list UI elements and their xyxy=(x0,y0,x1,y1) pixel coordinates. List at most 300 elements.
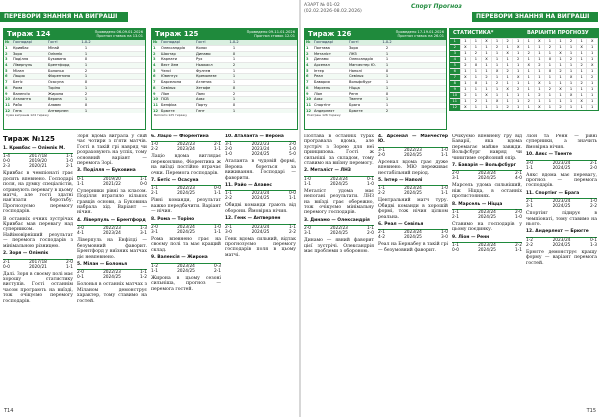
stats-cell: X xyxy=(587,62,598,68)
table-cell: Брюгге xyxy=(349,108,363,113)
stats-cell: 1 xyxy=(482,104,493,110)
stats-cell: 1 xyxy=(566,80,577,86)
table-cell: Антверпен xyxy=(48,108,69,113)
head-to-head-box xyxy=(526,160,597,171)
head-to-head-box xyxy=(151,224,221,235)
head-to-head-row xyxy=(225,196,296,201)
h2h-cell: 1-1 xyxy=(139,270,147,276)
h2h-cell: 1-0 xyxy=(514,215,522,221)
stats-cell: 1 xyxy=(545,50,556,56)
table-cell: Генк xyxy=(13,108,22,113)
h2h-cell: 1-0 xyxy=(440,186,448,192)
table-cell: Кремонезе xyxy=(196,74,217,79)
h2h-cell: 2022/23 xyxy=(177,142,195,148)
stats-cell: 1 xyxy=(556,74,567,80)
stats-cell: 1 xyxy=(556,62,567,68)
table-cell: Бавария xyxy=(314,80,330,85)
article-paragraph: Далі. Зоря в своєму полі має хорошу статистику виступів. Гості останнім часом програють на виїзді, тож очікуємо перемогу господарів. xyxy=(3,271,73,304)
stats-cell: 1 xyxy=(545,104,556,110)
stats-cell: 1 xyxy=(503,80,514,86)
h2h-cell: 2019/20 xyxy=(29,159,47,165)
issue-header: АЗАРТ № 01-02 (02.02.2026-08.02.2026) xyxy=(304,3,362,14)
table-cell: 5 xyxy=(306,68,309,73)
table-cell: Буковина xyxy=(48,57,66,62)
table-cell: Мілан xyxy=(13,68,24,73)
table-cell: Вольфсбург xyxy=(349,80,372,85)
table-cell: X xyxy=(232,85,236,90)
table-cell: Севілья xyxy=(161,85,176,90)
head-to-head-box xyxy=(3,259,73,270)
h2h-cell: 3-1 xyxy=(139,231,147,237)
table-cell: 10 xyxy=(153,97,159,102)
head-to-head-row xyxy=(3,265,73,270)
stats-cell: 2 xyxy=(535,62,546,68)
table-cell: 3 xyxy=(5,57,8,62)
stats-cell: X xyxy=(556,86,567,92)
head-to-head-box xyxy=(304,225,374,236)
table-cell: Вест Хем xyxy=(161,63,179,68)
h2h-cell: 1-1 xyxy=(151,268,159,274)
h2h-cell: 1-0 xyxy=(288,147,296,153)
match-heading: 4. Арсенал — Манчестер Ю. xyxy=(378,134,448,145)
h2h-cell: 2024/25 xyxy=(177,191,195,197)
h2h-cell: 2-0 xyxy=(225,147,233,153)
head-to-head-row xyxy=(378,191,448,196)
h2h-cell: 2023/24 xyxy=(478,171,496,177)
h2h-cell: 2-2 xyxy=(514,243,522,249)
head-to-head-row xyxy=(77,231,147,236)
article-paragraph: Жирона в цьому сезоні сильніша, прогноз — перемога гостей. xyxy=(151,275,221,292)
stats-cell: 1 xyxy=(556,38,567,44)
article-title: Тираж №125 xyxy=(3,135,55,143)
table-cell: Олександрія xyxy=(349,57,373,62)
table-cell: 3 xyxy=(306,57,309,62)
stats-cell: 1 xyxy=(471,38,482,44)
table-cell: Марсель xyxy=(314,85,331,90)
head-to-head-box xyxy=(77,225,147,236)
h2h-cell: 0-0 xyxy=(452,248,460,254)
stats-cell: X xyxy=(503,50,514,56)
stats-cell: 1 xyxy=(587,68,598,74)
match-heading: 5. Мілан — Болонья xyxy=(77,261,128,267)
table-cell: 1 xyxy=(385,85,389,90)
stats-cell: 2 xyxy=(545,44,556,50)
h2h-cell: 2-2 xyxy=(378,191,386,197)
table-cell: 1 xyxy=(84,46,88,50)
h2h-cell: 1-1 xyxy=(452,210,460,216)
h2h-cell: 2017/18 xyxy=(29,259,47,265)
stats-cell: 1 xyxy=(566,104,577,110)
h2h-cell: 1-0 xyxy=(225,152,233,158)
h2h-cell: 0-0 xyxy=(3,159,11,165)
column-header: № xyxy=(306,40,311,44)
column-header: № xyxy=(153,40,158,44)
h2h-cell: 1-1 xyxy=(151,186,159,192)
table-cell: Олександрія xyxy=(161,46,185,50)
h2h-cell: 1-0 xyxy=(440,147,448,153)
stats-cell: 2 xyxy=(524,50,535,56)
head-to-head-box xyxy=(452,170,522,181)
h2h-cell: 2024/25 xyxy=(103,275,121,281)
stats-cell: 1 xyxy=(566,62,577,68)
stats-cell: 1 xyxy=(471,68,482,74)
stats-cell: 1 xyxy=(566,86,577,92)
stats-cell: 1 xyxy=(524,56,535,62)
stats-cell: 1 xyxy=(503,56,514,62)
table-cell: 11 xyxy=(306,102,312,107)
stats-cell: 2 xyxy=(492,80,503,86)
column-header: Господарі xyxy=(13,40,32,44)
h2h-cell: 1-1 xyxy=(366,226,374,232)
table-cell: 4 xyxy=(5,63,8,68)
h2h-cell: 2023/24 xyxy=(404,186,422,192)
table-cell: Челсі xyxy=(161,68,171,73)
table-cell: Ліверпуль xyxy=(13,63,33,68)
h2h-cell: 2-0 xyxy=(65,259,73,265)
stats-cell: 1 xyxy=(535,50,546,56)
table-cell: 1 xyxy=(84,74,88,79)
h2h-cell: 2021/22 xyxy=(103,181,121,187)
stats-cell: X xyxy=(492,98,503,104)
table-cell: 1 xyxy=(306,46,309,50)
table-cell: 1 xyxy=(84,108,88,113)
table-cell: Андерлехт xyxy=(314,108,335,113)
table-cell: X xyxy=(385,91,389,96)
h2h-cell: 2022/23 xyxy=(251,142,270,148)
table-cell: 1 xyxy=(232,68,236,73)
table-cell: X xyxy=(84,57,88,62)
table-cell: 3 xyxy=(153,57,156,62)
head-to-head-row xyxy=(452,215,522,220)
stats-cell: 1 xyxy=(556,92,567,98)
table-cell: Мінай xyxy=(48,46,59,50)
stats-cell: 2 xyxy=(503,104,514,110)
table-cell: Карпати xyxy=(161,57,178,62)
h2h-cell: 2-1 xyxy=(151,191,159,197)
stats-cell: 2 xyxy=(461,92,472,98)
stats-cell: 10 xyxy=(450,92,461,98)
table-cell: 11 xyxy=(5,102,11,107)
stats-cell: X xyxy=(503,86,514,92)
left-column-2 xyxy=(77,134,147,406)
table-cell: 12 xyxy=(306,108,312,113)
match-heading: 8. Марсель — Ніцца xyxy=(452,201,503,207)
stats-cell: 1 xyxy=(492,62,503,68)
h2h-cell: 2024/25 xyxy=(404,191,422,197)
table-cell: 2 xyxy=(84,91,88,96)
article-paragraph: Зоря вдома виграла у свій час чотири з п'яти матчів. Гості в такій грі навряд чи розраховують на успіх, тому основний варіант — перемога Зорі. xyxy=(77,134,147,167)
stats-cell: 1 xyxy=(524,44,535,50)
head-to-head-row xyxy=(526,166,597,171)
table-footer: Виплати 125 тиражу xyxy=(154,113,187,118)
stats-cell: X xyxy=(524,62,535,68)
h2h-cell: 2023/24 xyxy=(330,176,348,182)
stats-cell: 1 xyxy=(524,38,535,44)
article-paragraph: Брюгге демонструє кращу форму — варіант перемога гостей. xyxy=(526,249,597,266)
left-column-4 xyxy=(225,134,296,406)
stats-cell: 1 xyxy=(461,80,472,86)
stats-header xyxy=(450,29,598,38)
h2h-cell: 2-0 xyxy=(366,231,374,237)
table-cell: Реал xyxy=(314,74,323,79)
table-126 xyxy=(304,28,447,130)
h2h-cell: 1-1 xyxy=(378,186,386,192)
h2h-cell: 2-0 xyxy=(452,171,460,177)
h2h-cell: 1-0 xyxy=(440,230,448,236)
stats-cell: 2 xyxy=(482,74,493,80)
h2h-cell: 4-2 xyxy=(378,235,386,241)
h2h-cell: 1-1 xyxy=(304,181,312,187)
h2h-cell: 2023/24 xyxy=(478,210,496,216)
stats-cell: 1 xyxy=(587,44,598,50)
h2h-cell: 1-1 xyxy=(139,176,147,182)
h2h-cell: 2-2 xyxy=(526,242,534,248)
match-heading: 6. Реал — Севілья xyxy=(378,222,424,228)
left-column-3 xyxy=(151,134,221,406)
stats-cell: 2 xyxy=(450,44,461,50)
table-cell: Аякс xyxy=(314,97,323,102)
head-to-head-box xyxy=(304,176,374,187)
h2h-cell: 1-1 xyxy=(65,154,73,160)
table-cell: 10 xyxy=(5,97,11,102)
stats-cell: 2 xyxy=(566,38,577,44)
table-cell: 2 xyxy=(153,51,156,56)
match-heading: 12. Андерлехт — Брюгге xyxy=(526,229,589,235)
stats-header-left: СТАТИСТИКА* xyxy=(453,30,494,36)
table-footer: Розіграш 126 тиражу xyxy=(307,113,341,118)
column-header: № xyxy=(5,40,10,44)
stats-cell: 1 xyxy=(492,38,503,44)
table-cell: 1 xyxy=(385,97,389,102)
stats-table xyxy=(449,28,599,111)
head-to-head-box xyxy=(526,198,597,209)
h2h-cell: 1-0 xyxy=(366,181,374,187)
h2h-cell: 1-0 xyxy=(304,176,312,182)
table-cell: 1 xyxy=(232,97,236,102)
stats-cell: 1 xyxy=(482,80,493,86)
table-cell: Севілья xyxy=(349,74,364,79)
stats-cell: 1 xyxy=(545,62,556,68)
head-to-head-box xyxy=(452,209,522,220)
table-cell: Брага xyxy=(349,102,361,107)
h2h-cell: 1-1 xyxy=(77,181,85,187)
stats-cell: 1 xyxy=(492,86,503,92)
stats-cell: X xyxy=(482,38,493,44)
table-cell: Спортінг xyxy=(314,102,331,107)
h2h-cell: 0-1 xyxy=(366,176,374,182)
h2h-cell: 2-0 xyxy=(77,270,85,276)
table-cell: 1 xyxy=(385,102,389,107)
table-cell: ПСВ xyxy=(161,97,169,102)
table-cell: Болонья xyxy=(48,68,64,73)
table-cell: Брюгге xyxy=(161,108,175,113)
match-heading: 5. Інтер — Наполі xyxy=(378,178,423,184)
head-to-head-box xyxy=(151,185,221,196)
head-to-head-box xyxy=(77,176,147,187)
stats-cell: X xyxy=(513,74,524,80)
table-cell: 12 xyxy=(153,108,159,113)
h2h-cell: 3-1 xyxy=(304,231,312,237)
stats-cell: X xyxy=(556,50,567,56)
h2h-cell: 2019/20 xyxy=(103,176,121,182)
h2h-cell: 2023/24 xyxy=(251,191,270,197)
h2h-cell: 0-1 xyxy=(589,237,597,243)
table-cell: 1 xyxy=(385,80,389,85)
stats-cell: 1 xyxy=(587,98,598,104)
table-cell: 11 xyxy=(153,102,159,107)
table-cell: 1 xyxy=(84,51,88,56)
stats-cell: 1 xyxy=(524,80,535,86)
stats-cell: 2 xyxy=(545,86,556,92)
stats-cell: 1 xyxy=(524,86,535,92)
table-cell: 2 xyxy=(232,91,236,96)
stats-cell: X xyxy=(535,38,546,44)
h2h-cell: 0-0 xyxy=(288,191,296,197)
table-cell: Верона xyxy=(48,97,62,102)
stats-cell: 1 xyxy=(545,38,556,44)
head-to-head-row xyxy=(151,230,221,235)
head-to-head-row xyxy=(225,152,296,157)
h2h-cell: 2-3 xyxy=(3,164,11,170)
table-cell: Манчестер Ю. xyxy=(349,63,376,68)
stats-cell: 1 xyxy=(535,44,546,50)
right-column-3 xyxy=(452,134,522,406)
h2h-cell: 2-0 xyxy=(514,210,522,216)
table-cell: Динамо xyxy=(314,57,329,62)
h2h-cell: 2023/24 xyxy=(552,160,571,166)
match-heading: 4. Ліверпуль — Брентфорд xyxy=(77,217,146,223)
head-to-head-row xyxy=(151,269,221,274)
table-cell: 1 xyxy=(232,57,236,62)
h2h-cell: 3-1 xyxy=(452,176,460,182)
stats-cell: 1 xyxy=(566,50,577,56)
h2h-cell: 3-0 xyxy=(225,229,233,235)
stats-cell: 7 xyxy=(450,74,461,80)
head-to-head-row xyxy=(526,243,597,248)
h2h-cell: 4-1 xyxy=(77,231,85,237)
match-heading: 7. Бетіс — Осасуна xyxy=(151,178,199,184)
h2h-cell: 2-1 xyxy=(514,171,522,177)
stats-cell: 4 xyxy=(450,56,461,62)
table-cell: 6 xyxy=(153,74,156,79)
table-cell: Алавес xyxy=(48,102,62,107)
table-cell: Зоря xyxy=(13,51,22,56)
stats-cell: X xyxy=(577,98,588,104)
article-paragraph: Кривбас в чемпіонаті грає досить впевнено. Господарі поля, на думку спеціалістів, отримують перевагу в цьому матчі, але гості здатні нав'язати боротьбу. Прогнозуємо перемогу господарів. xyxy=(3,171,73,215)
h2h-cell: 1-1 xyxy=(440,191,448,197)
head-to-head-box xyxy=(378,229,448,240)
stats-cell: 1 xyxy=(587,50,598,56)
table-cell: 1 xyxy=(84,63,88,68)
table-cell: Ювентус xyxy=(161,74,178,79)
stats-cell: X xyxy=(482,56,493,62)
table-cell: Рух xyxy=(196,57,203,62)
stats-cell: 1 xyxy=(503,74,514,80)
column-header: Господарі xyxy=(314,40,333,44)
h2h-cell: 2-0 xyxy=(589,165,597,171)
table-cell: 8 xyxy=(153,85,156,90)
stats-cell: 1 xyxy=(492,92,503,98)
table-cell: 8 xyxy=(5,85,8,90)
h2h-cell: 2022/23 xyxy=(177,186,195,192)
article-paragraph: Аякс вдома має перевагу, прогноз — перемога господарів. xyxy=(526,172,597,189)
h2h-cell: 0-0 xyxy=(139,181,147,187)
table-125 xyxy=(151,28,298,130)
article-paragraph: Марсель удома сильніший, ніж Ніцца, в останніх протистояннях. xyxy=(452,183,522,200)
h2h-cell: 2-0 xyxy=(378,152,386,158)
table-cell: 2 xyxy=(84,68,88,73)
h2h-cell: 1-2 xyxy=(526,237,534,243)
article-paragraph: Генк вдома сильний, відтак прогнозуємо перемогу господарів поля в цьому матчі. xyxy=(225,236,296,258)
table-cell: 2 xyxy=(232,63,236,68)
table-cell: Гент xyxy=(196,108,205,113)
column-header: 1-X-2 xyxy=(81,40,91,44)
table-cell: 2 xyxy=(306,51,309,56)
table-cell: Олімпік xyxy=(48,51,63,56)
stats-cell: 1 xyxy=(482,44,493,50)
right-column-4 xyxy=(526,134,597,406)
stats-cell: 2 xyxy=(503,38,514,44)
h2h-cell: 2024/25 xyxy=(404,235,422,241)
stats-cell: 1 xyxy=(461,98,472,104)
table-cell: Брентфорд xyxy=(48,63,70,68)
stats-cell: X xyxy=(577,44,588,50)
table-cell: Зоря xyxy=(349,46,358,50)
match-heading: 9. Валенсія — Жирона xyxy=(151,255,208,261)
table-cell: Поділля xyxy=(13,57,29,62)
h2h-cell: 1-1 xyxy=(526,165,534,171)
table-cell: Аталанта xyxy=(13,97,31,102)
right-column-2 xyxy=(378,134,448,406)
stats-cell: 1 xyxy=(587,80,598,86)
table-cell: Барселона xyxy=(161,80,182,85)
h2h-cell: 2024/25 xyxy=(330,231,348,237)
head-to-head-box xyxy=(225,141,296,157)
table-cell: Атлетик xyxy=(196,80,212,85)
head-to-head-row xyxy=(77,275,147,280)
stats-cell: 1 xyxy=(577,38,588,44)
match-heading: 11. Спортінг — Брага xyxy=(526,190,580,196)
table-cell: Кривбас xyxy=(13,46,29,50)
column-header: Господарі xyxy=(161,40,180,44)
stats-cell: X xyxy=(492,68,503,74)
table-cell: Динамо xyxy=(196,51,211,56)
h2h-cell: 2024/25 xyxy=(552,165,571,171)
right-page-number: Т15 xyxy=(586,408,596,414)
table-cell: 1 xyxy=(232,74,236,79)
stats-cell: 2 xyxy=(471,50,482,56)
head-to-head-row xyxy=(77,182,147,187)
h2h-cell: 1-3 xyxy=(589,242,597,248)
table-cell: Твенте xyxy=(349,97,363,102)
h2h-cell: 2023/24 xyxy=(177,263,195,269)
table-cell: Ніцца xyxy=(349,85,360,90)
head-to-head-box xyxy=(3,153,73,169)
table-cell: Колос xyxy=(196,46,208,50)
table-cell: 6 xyxy=(5,74,8,79)
stats-cell: X xyxy=(513,44,524,50)
h2h-cell: 3-0 xyxy=(440,235,448,241)
stats-cell: 1 xyxy=(587,86,598,92)
article-paragraph: Ставимо на господарів у цьому поєдинку. xyxy=(452,222,522,233)
stats-cell: 8 xyxy=(450,80,461,86)
h2h-cell: 2-2 xyxy=(225,196,233,202)
stats-header-right: ВАРІАНТИ ПРОГНОЗУ xyxy=(527,30,589,36)
h2h-cell: 2020/21 xyxy=(29,264,47,270)
table-cell: 12 xyxy=(5,108,11,113)
h2h-cell: 2024/25 xyxy=(478,248,496,254)
article-paragraph: Ліон та Ренн — рівні суперники, а значить ймовірна нічия. xyxy=(526,134,597,150)
